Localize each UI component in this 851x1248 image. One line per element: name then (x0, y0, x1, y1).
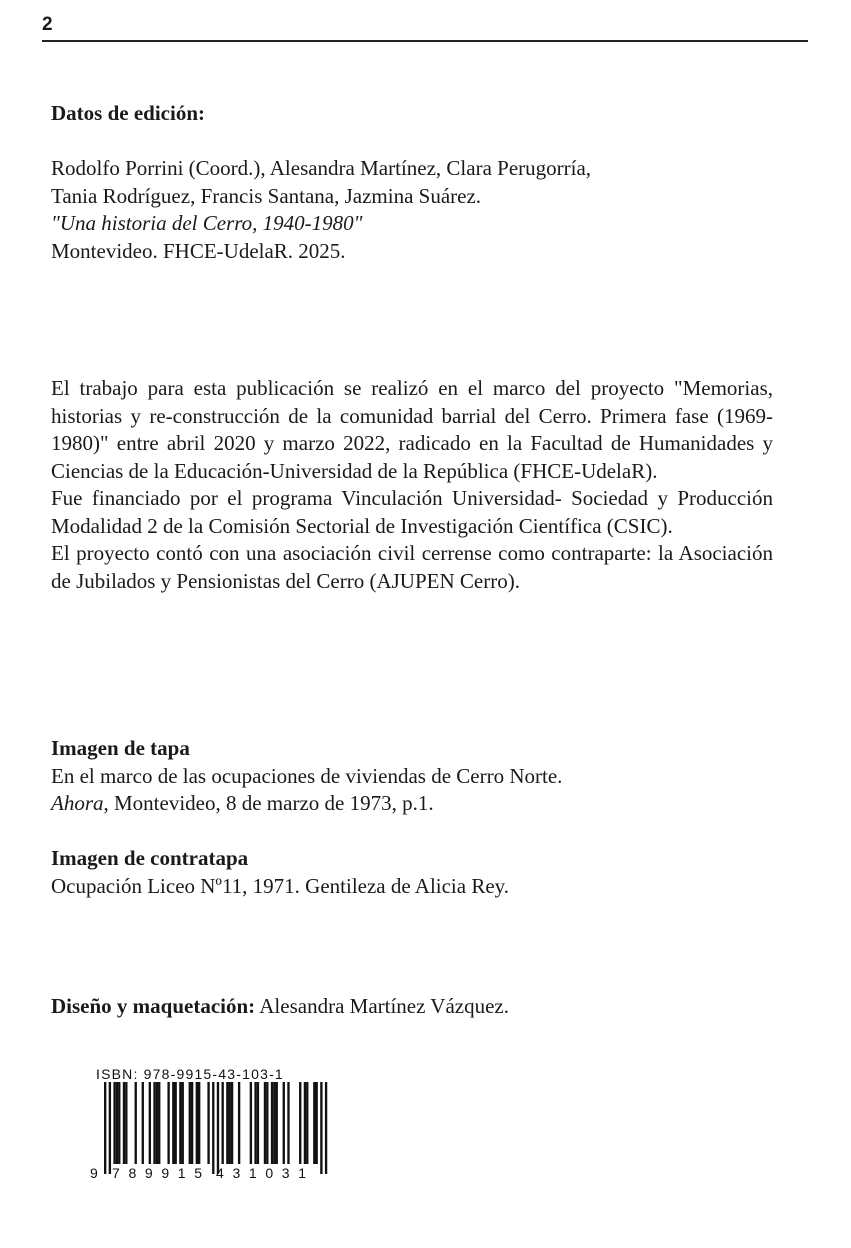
cover-source (51, 790, 773, 818)
barcode-left-digits: 789915 (112, 1165, 202, 1181)
barcode-bar (222, 1082, 224, 1164)
barcode-bar (212, 1082, 214, 1174)
barcode-bar (316, 1082, 318, 1164)
isbn-barcode (88, 1066, 338, 1181)
barcode-bar (191, 1082, 193, 1164)
barcode-bar (153, 1082, 155, 1164)
book-title: "Una historia del Cerro, 1940-1980" (51, 211, 363, 235)
barcode-bar (198, 1082, 200, 1164)
barcode-bar (266, 1082, 268, 1164)
page-number: 2 (42, 14, 53, 35)
barcode-bar (172, 1082, 174, 1164)
barcode-bar (125, 1082, 127, 1164)
barcode-bar (313, 1082, 315, 1164)
back-cover-image-credit (51, 845, 773, 900)
cover-source-publication: Ahora (51, 791, 104, 815)
barcode-first-digit: 9 (90, 1165, 98, 1181)
authors-line-2: Tania Rodríguez, Francis Santana, Jazmina Suárez. (51, 183, 482, 208)
barcode-bar (226, 1082, 228, 1164)
barcode-bar (217, 1082, 219, 1174)
barcode-bar (276, 1082, 278, 1164)
barcode-bar (271, 1082, 273, 1164)
barcode-bar (299, 1082, 301, 1164)
project-paragraph-1: El trabajo para esta publicación se realizó en el marco del proyecto "Memorias, historias y re-construcción de la comunidad barrial del Cerro. Primera fase (1969-1980)" entre abril 2020 y marzo 2022, radicado en la Facultad de Humanidades y Ciencias de la Educación-Universidad de la República (FHCE-UdelaR). (51, 376, 773, 483)
barcode-bar (306, 1082, 308, 1164)
imprint: Montevideo. FHCE-UdelaR. 2025. (51, 238, 346, 263)
barcode-bar (257, 1082, 259, 1164)
project-paragraph-3: El proyecto contó con una asociación civil cerrense como contraparte: la Asociación de Jubilados y Pensionistas del Cerro (AJUPEN Cerro). (51, 541, 773, 593)
barcode-bar (179, 1082, 181, 1164)
isbn-label: ISBN: 978-9915-43-103-1 (96, 1066, 284, 1082)
barcode-bar (135, 1082, 137, 1164)
edition-details (51, 155, 773, 265)
cover-source-details: , Montevideo, 8 de marzo de 1973, p.1. (103, 791, 434, 815)
authors-line-1: Rodolfo Porrini (Coord.), Alesandra Martínez, Clara Perugorría, (51, 156, 592, 180)
barcode-bar (304, 1082, 306, 1164)
barcode-bar (123, 1082, 125, 1164)
design-credit (51, 993, 773, 1021)
barcode-bar (158, 1082, 160, 1164)
design-name: Alesandra Martínez Vázquez. (255, 994, 510, 1018)
barcode-bar (175, 1082, 177, 1164)
barcode-bar (118, 1082, 120, 1164)
barcode-bar (207, 1082, 209, 1164)
barcode-bar (116, 1082, 118, 1164)
barcode-right-digits: 431031 (216, 1165, 306, 1181)
cover-heading: Imagen de tapa (51, 736, 190, 760)
barcode-bar (229, 1082, 231, 1164)
cover-description: En el marco de las ocupaciones de viviendas de Cerro Norte. (51, 763, 563, 788)
design-label: Diseño y maquetación: (51, 994, 256, 1018)
barcode-bar (167, 1082, 169, 1164)
barcode-bar (254, 1082, 256, 1164)
barcode-bar (238, 1082, 240, 1164)
barcode-bar (250, 1082, 252, 1164)
cover-image-credit (51, 735, 773, 818)
barcode-bar (189, 1082, 191, 1164)
barcode-bar (196, 1082, 198, 1164)
barcode-graphic (88, 1082, 338, 1181)
barcode-bar (325, 1082, 327, 1174)
barcode-bar (320, 1082, 322, 1174)
barcode-bar (113, 1082, 115, 1164)
barcode-bar (231, 1082, 233, 1164)
project-paragraph-2: Fue financiado por el programa Vinculación Universidad- Sociedad y Producción Modalidad 2 de la Comisión Sectorial de Investigación Científica (CSIC). (51, 486, 773, 538)
barcode-bar (149, 1082, 151, 1164)
edition-heading: Datos de edición: (51, 101, 205, 125)
project-description (51, 375, 773, 595)
back-cover-heading: Imagen de contratapa (51, 846, 249, 870)
barcode-bar (273, 1082, 275, 1164)
barcode-bar (142, 1082, 144, 1164)
back-cover-description: Ocupación Liceo Nº11, 1971. Gentileza de Alicia Rey. (51, 873, 510, 898)
barcode-bar (287, 1082, 289, 1164)
barcode-bar (264, 1082, 266, 1164)
barcode-bar (156, 1082, 158, 1164)
barcode-bar (283, 1082, 285, 1164)
header-rule (42, 40, 808, 42)
barcode-bar (104, 1082, 106, 1174)
barcode-bar (182, 1082, 184, 1164)
barcode-bar (109, 1082, 111, 1174)
